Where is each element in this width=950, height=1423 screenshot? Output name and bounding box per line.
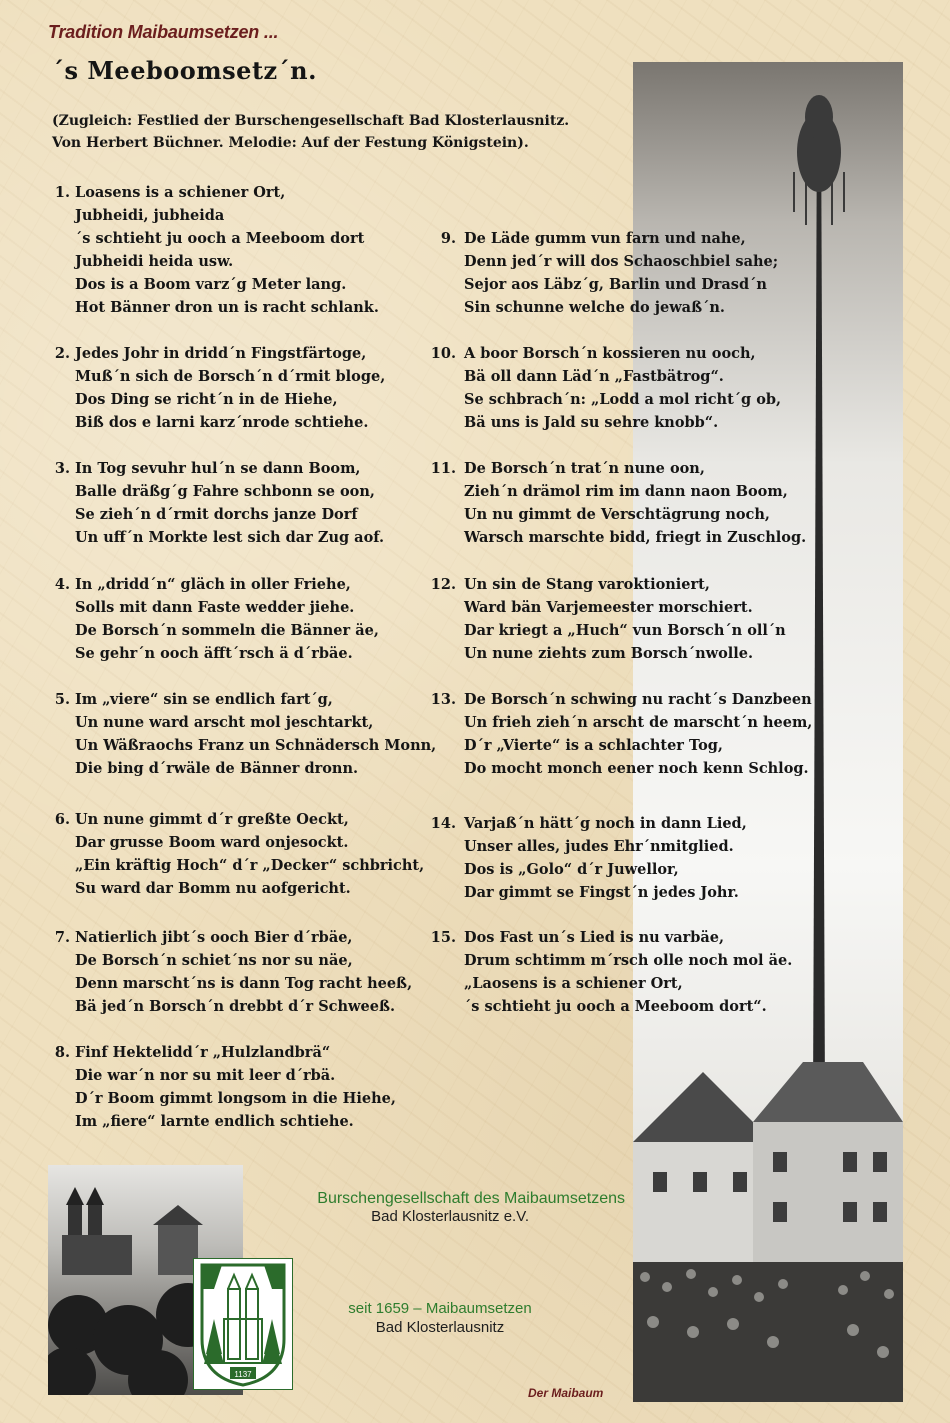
verse-line: Warsch marschte bidd, friegt in Zuschlog.: [464, 529, 807, 546]
verse-line: Denn marscht´ns is dann Tog racht heeß,: [75, 975, 413, 992]
stanza-number: 15.: [430, 929, 456, 946]
verse-line: De Borsch´n schwing nu racht´s Danzbeen: [464, 691, 812, 708]
verse-line: In „dridd´n“ gläch in oller Friehe,: [75, 576, 351, 593]
verse-line: Drum schtimm m´rsch olle noch mol äe.: [464, 952, 793, 969]
verse-line: Jedes Johr in dridd´n Fingstfärtoge,: [75, 345, 367, 362]
verse-line: Die war´n nor su mit leer d´rbä.: [75, 1067, 336, 1084]
stanza-number: 5.: [54, 691, 70, 708]
verse-line: Bä oll dann Läd´n „Fastbätrog“.: [464, 368, 724, 385]
verse-line: Un nune gimmt d´r greßte Oeckt,: [75, 811, 349, 828]
stanza-number: 10.: [430, 345, 456, 362]
intro-line: Von Herbert Büchner. Melodie: Auf der Festung Königstein).: [52, 135, 529, 151]
intro-line: (Zugleich: Festlied der Burschengesellschaft Bad Klosterlausnitz.: [52, 113, 570, 129]
society-block: [250, 1190, 625, 1225]
verse-line: Die bing d´rwäle de Bänner dronn.: [75, 760, 359, 777]
verse-line: Dar gimmt se Fingst´n jedes Johr.: [464, 884, 739, 901]
verse-line: „Ein kräftig Hoch“ d´r „Decker“ schbricht,: [75, 857, 425, 874]
verse-line: Solls mit dann Faste wedder jiehe.: [75, 599, 355, 616]
verse-line: Sejor aos Läbz´g, Barlin und Drasd´n: [464, 276, 767, 293]
stanza-number: 7.: [54, 929, 70, 946]
verse-line: Un sin de Stang varoktioniert,: [464, 576, 710, 593]
verse-line: De Borsch´n sommeln die Bänner äe,: [75, 622, 379, 639]
verse-line: Se gehr´n ooch äfft´rsch ä d´rbäe.: [75, 645, 353, 662]
verse-line: Un frieh zieh´n arscht de marscht´n heem,: [464, 714, 813, 731]
verse-line: Dar kriegt a „Huch“ vun Borsch´n oll´n: [464, 622, 786, 639]
society-place: Bad Klosterlausnitz e.V.: [371, 1208, 529, 1225]
verse-line: D´r Boom gimmt longsom in die Hiehe,: [75, 1090, 396, 1107]
verse-line: Bä uns is Jald su sehre knobb“.: [464, 414, 719, 431]
stanza-number: 14.: [430, 815, 456, 832]
verse-line: Un uff´n Morkte lest sich dar Zug aof.: [75, 529, 385, 546]
verse-line: ´s schtieht ju ooch a Meeboom dort: [75, 230, 365, 247]
verse-line: Jubheidi heida usw.: [75, 253, 234, 270]
song-intro: [52, 110, 632, 154]
verse-line: D´r „Vierte“ is a schlachter Tog,: [464, 737, 723, 754]
verse-line: Do mocht monch eener noch kenn Schlog.: [464, 760, 809, 777]
verse-line: Sin schunne welche do jewaß´n.: [464, 299, 725, 316]
verse-line: A boor Borsch´n kossieren nu ooch,: [464, 345, 756, 362]
verse-line: Finf Hektelidd´r „Hulzlandbrä“: [75, 1044, 331, 1061]
stanza-number: 6.: [54, 811, 70, 828]
stanza-number: 11.: [430, 460, 456, 477]
verse-line: Im „fiere“ larnte endlich schtiehe.: [75, 1113, 354, 1130]
verse-line: Un nu gimmt de Verschtägrung noch,: [464, 506, 770, 523]
verse-line: Muß´n sich de Borsch´n d´rmit bloge,: [75, 368, 386, 385]
verse-line: Im „viere“ sin se endlich fart´g,: [75, 691, 333, 708]
stanza-number: 2.: [54, 345, 70, 362]
photo-caption: Der Maibaum: [528, 1386, 604, 1400]
since-line: seit 1659 – Maibaumsetzen: [348, 1300, 532, 1317]
stanza-number: 12.: [430, 576, 456, 593]
verse-line: Dos is a Boom varz´g Meter lang.: [75, 276, 347, 293]
stanza-number: 4.: [54, 576, 70, 593]
verse-line: Unser alles, judes Ehr´nmitglied.: [464, 838, 734, 855]
verse-line: Denn jed´r will dos Schaoschbiel sahe;: [464, 253, 779, 270]
crest-year: 1137: [234, 1370, 252, 1379]
verse-line: Dos is „Golo“ d´r Juwellor,: [464, 861, 679, 878]
song-title: ´s Meeboomsetz´n.: [52, 56, 317, 85]
verse-line: Un nune ward arscht mol jeschtarkt,: [75, 714, 374, 731]
stanza-number: 3.: [54, 460, 70, 477]
verse-line: Natierlich jibt´s ooch Bier d´rbäe,: [75, 929, 353, 946]
verse-line: Un Wäßraochs Franz un Schnädersch Monn,: [75, 737, 437, 754]
verse-line: Dos Ding se richt´n in de Hiehe,: [75, 391, 338, 408]
verse-line: ´s schtieht ju ooch a Meeboom dort“.: [464, 998, 767, 1015]
verse-line: De Borsch´n trat´n nune oon,: [464, 460, 705, 477]
verse-line: Ward bän Varjemeester morschiert.: [464, 599, 753, 616]
since-block: [300, 1300, 580, 1336]
verse-line: Varjaß´n hätt´g noch in dann Lied,: [464, 815, 747, 832]
verse-line: Se zieh´n d´rmit dorchs janze Dorf: [75, 506, 358, 523]
society-crest: [193, 1258, 293, 1390]
verse-line: „Laosens is a schiener Ort,: [464, 975, 683, 992]
verse-line: Biß dos e larni karz´nrode schtiehe.: [75, 414, 369, 431]
verse-line: Dar grusse Boom ward onjesockt.: [75, 834, 349, 851]
verse-line: De Borsch´n schiet´ns nor su näe,: [75, 952, 353, 969]
verse-line: Su ward dar Bomm nu aofgericht.: [75, 880, 351, 897]
verse-line: Zieh´n drämol rim im dann naon Boom,: [464, 483, 788, 500]
verse-line: Loasens is a schiener Ort,: [75, 184, 286, 201]
stanza-number: 1.: [54, 184, 70, 201]
stanza-number: 9.: [440, 230, 456, 247]
verse-line: Un nune ziehts zum Borsch´nwolle.: [464, 645, 754, 662]
stanza-number: 13.: [430, 691, 456, 708]
page-header: Tradition Maibaumsetzen ...: [48, 22, 279, 42]
verse-line: Dos Fast un´s Lied is nu varbäe,: [464, 929, 725, 946]
verse-line: Balle dräßg´g Fahre schbonn se oon,: [75, 483, 375, 500]
verse-line: In Tog sevuhr hul´n se dann Boom,: [75, 460, 361, 477]
verse-line: De Läde gumm vun farn und nahe,: [464, 230, 746, 247]
verse-line: Se schbrach´n: „Lodd a mol richt´g ob,: [464, 391, 782, 408]
society-name: Burschengesellschaft des Maibaumsetzens: [317, 1190, 625, 1207]
verse-line: Hot Bänner dron un is racht schlank.: [75, 299, 379, 316]
verse-line: Bä jed´n Borsch´n drebbt d´r Schweeß.: [75, 998, 396, 1015]
stanza-number: 8.: [54, 1044, 70, 1061]
since-place: Bad Klosterlausnitz: [375, 1319, 505, 1336]
verse-line: Jubheidi, jubheida: [75, 207, 225, 224]
